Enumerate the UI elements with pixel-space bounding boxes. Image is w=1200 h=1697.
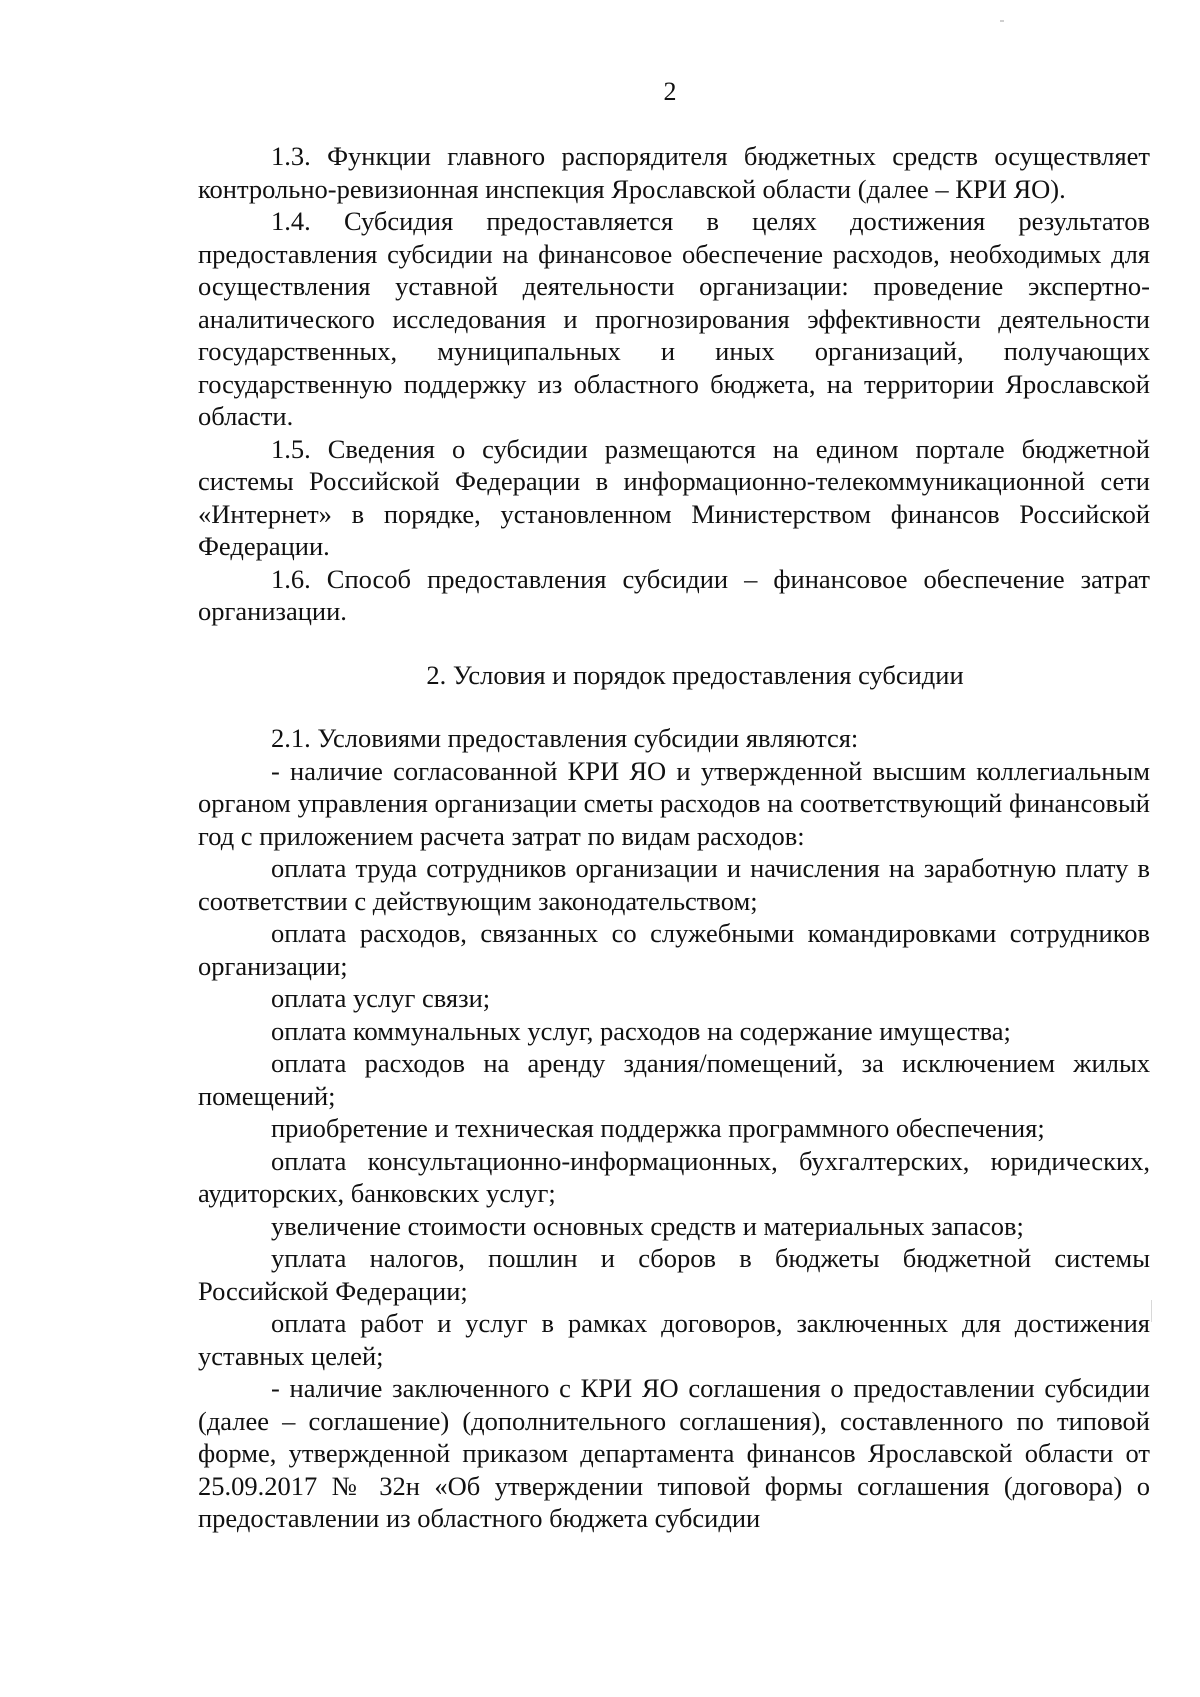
expense-item: оплата труда сотрудников организации и начисления на заработную плату в соответствии с действующим законодательством;	[198, 853, 1150, 916]
paragraph-1-3: 1.3. Функции главного распорядителя бюджетных средств осуществляет контрольно-ревизионная инспекция Ярославской области (далее – КРИ ЯО).	[198, 141, 1150, 204]
section-2-heading: 2. Условия и порядок предоставления субсидии	[426, 659, 964, 690]
expense-item: оплата услуг связи;	[271, 983, 491, 1013]
expense-item: уплата налогов, пошлин и сборов в бюджеты бюджетной системы Российской Федерации;	[198, 1243, 1150, 1306]
paragraph-1-5: 1.5. Сведения о субсидии размещаются на едином портале бюджетной системы Российской Федерации в информационно-телекоммуникационной сети «Интернет» в порядке, установленном Министерством финансов Российской Федерации.	[198, 433, 1150, 561]
scan-artifact	[1151, 1300, 1152, 1322]
paragraph-2-1: 2.1. Условиями предоставления субсидии являются:	[271, 723, 859, 753]
expense-item: увеличение стоимости основных средств и материальных запасов;	[271, 1210, 1024, 1241]
condition-estimate: - наличие согласованной КРИ ЯО и утвержденной высшим коллегиальным органом управления организации сметы расходов на соответствующий финансовый год с приложением расчета затрат по видам расходов:	[198, 755, 1150, 851]
page-number: 2	[663, 77, 677, 106]
expense-item: оплата расходов на аренду здания/помещений, за исключением жилых помещений;	[198, 1048, 1150, 1111]
expense-item: приобретение и техническая поддержка программного обеспечения;	[271, 1113, 1045, 1143]
paragraph-1-4: 1.4. Субсидия предоставляется в целях достижения результатов предоставления субсидии на финансовое обеспечение расходов, необходимых для осуществления уставной деятельности организации: проведение экспертно-аналитического исследования и прогнозирования эффективности деятельности государственных, муниципальных и иных организаций, получающих государственную поддержку из областного бюджета, на территории Ярославской области.	[198, 206, 1150, 431]
document-body	[198, 140, 1150, 1535]
expense-item: оплата коммунальных услуг, расходов на содержание имущества;	[271, 1015, 1011, 1046]
scan-artifact	[1000, 20, 1004, 22]
paragraph-1-6: 1.6. Способ предоставления субсидии – финансовое обеспечение затрат организации.	[198, 563, 1150, 626]
condition-agreement: - наличие заключенного с КРИ ЯО соглашения о предоставлении субсидии (далее – соглашение) (дополнительного соглашения), составленного по типовой форме, утвержденной приказом департамента финансов Ярославской области от 25.09.2017 № 32н «Об утверждении типовой формы соглашения (договора) о предоставлении из областного бюджета субсидии	[198, 1373, 1150, 1533]
expense-item: оплата консультационно-информационных, бухгалтерских, юридических, аудиторских, банковских услуг;	[198, 1145, 1150, 1208]
expense-item: оплата расходов, связанных со служебными командировками сотрудников организации;	[198, 918, 1150, 981]
expense-item: оплата работ и услуг в рамках договоров, заключенных для достижения уставных целей;	[198, 1308, 1150, 1371]
